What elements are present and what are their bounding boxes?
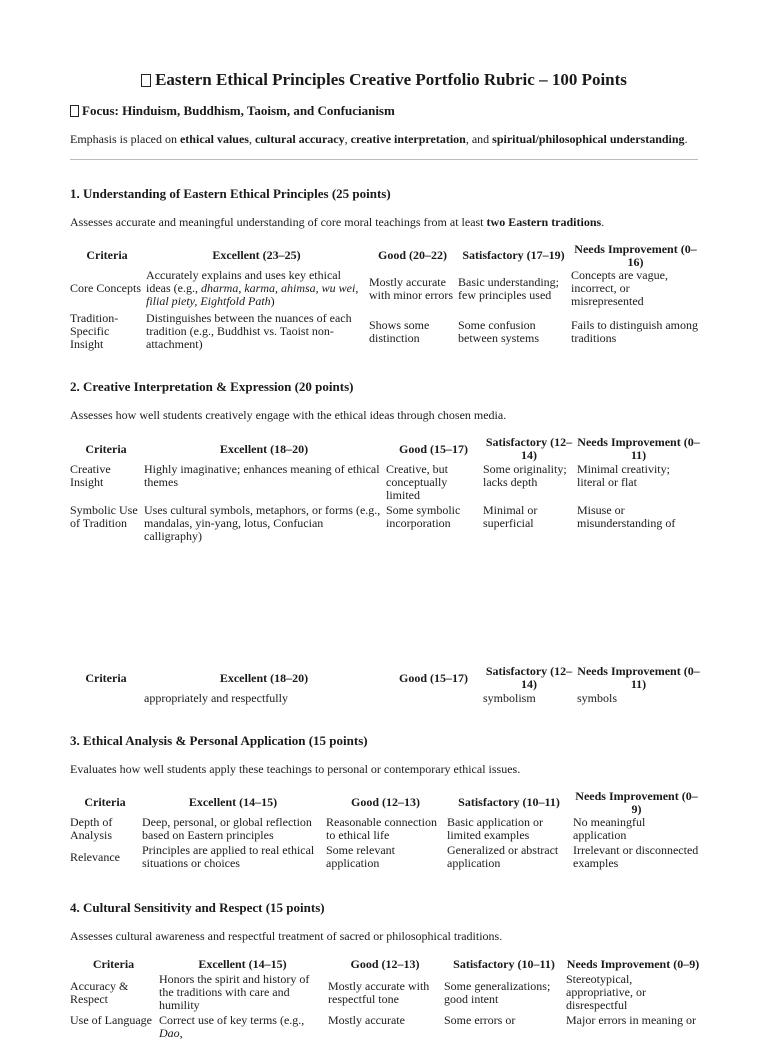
section-3-description: Evaluates how well students apply these teachings to personal or contemporary ethical issues. — [70, 762, 521, 776]
emphasis-prefix: Emphasis is placed on — [70, 132, 180, 146]
cell-criteria: Depth of Analysis — [70, 815, 113, 842]
cell-satisfactory: Some originality; lacks depth — [483, 462, 567, 489]
table-header-row — [69, 435, 701, 463]
header-satisfactory: Satisfactory (10–11) — [453, 957, 555, 971]
cell-criteria: Creative Insight — [70, 462, 111, 489]
cell-italic-terms: dharma, karma, ahimsa, wu wei, filial piety, Eightfold Path — [146, 281, 359, 308]
section-2-table-continued — [69, 664, 701, 709]
focus-text: Focus: Hinduism, Buddhism, Taoism, and Confucianism — [82, 103, 395, 118]
header-excellent: Excellent (14–15) — [198, 957, 287, 971]
s1-desc-text: Assesses accurate and meaningful understanding of core moral teachings from at least — [70, 215, 487, 229]
cell-criteria: Relevance — [70, 849, 120, 864]
table-row — [69, 269, 701, 312]
header-good: Good (15–17) — [399, 441, 468, 456]
cell-good: Shows some distinction — [369, 317, 430, 345]
cell-excellent — [145, 269, 368, 312]
divider — [70, 159, 698, 160]
cell-needs-improvement: Misuse or misunderstanding of — [577, 503, 676, 530]
table-row — [69, 844, 701, 874]
title-text: Eastern Ethical Principles Creative Portfolio Rubric – 100 Points — [155, 70, 627, 89]
header-good: Good (20–22) — [378, 248, 447, 262]
cell-excellent: Deep, personal, or global reflection based on Eastern principles — [142, 815, 312, 842]
header-needs-improvement: Needs Improvement (0–11) — [577, 435, 700, 462]
cell-satisfactory: Basic application or limited examples — [447, 815, 543, 842]
s1-desc-bold: two Eastern traditions — [486, 215, 602, 229]
emphasis-sep: , — [248, 132, 255, 146]
cell-criteria: Accuracy & Respect — [70, 978, 129, 1006]
cell-needs-improvement: Irrelevant or disconnected examples — [573, 843, 699, 870]
page-title — [0, 70, 768, 90]
header-criteria: Criteria — [85, 441, 127, 456]
cell-italic-term: Dao — [159, 1026, 180, 1040]
emphasis-cultural-accuracy: cultural accuracy — [254, 132, 345, 146]
cell-satisfactory: Basic understanding; few principles used — [458, 274, 559, 302]
cell-needs-improvement: No meaningful application — [573, 815, 646, 842]
cell-text: Accurately explains and uses key ethical ideas (e.g., — [146, 268, 341, 295]
emphasis-ethical-values: ethical values — [179, 132, 249, 146]
header-satisfactory: Satisfactory (17–19) — [462, 248, 565, 262]
cell-needs-improvement: Major errors in meaning or — [566, 1013, 696, 1027]
table-header-row — [69, 956, 701, 973]
header-good: Good (15–17) — [399, 670, 468, 685]
cell-excellent: Principles are applied to real ethical situations or choices — [142, 843, 315, 870]
table-row — [69, 692, 701, 709]
section-4-heading: 4. Cultural Sensitivity and Respect (15 points) — [70, 900, 325, 915]
table-row — [69, 312, 701, 355]
section-1-description — [70, 215, 604, 230]
section-2-description: Assesses how well students creatively engage with the ethical ideas through chosen media. — [70, 408, 507, 422]
clipboard-icon — [141, 74, 151, 87]
cell-satisfactory: Some confusion between systems — [458, 317, 539, 345]
cell-needs-improvement: Concepts are vague, incorrect, or misrepresented — [571, 268, 668, 308]
cell-needs-improvement: Stereotypical, appropriative, or disrespectful — [566, 972, 646, 1012]
cell-needs-improvement: symbols — [577, 691, 618, 705]
header-excellent: Excellent (18–20) — [219, 441, 309, 456]
header-satisfactory: Satisfactory (10–11) — [458, 795, 560, 809]
section-3-table — [69, 789, 701, 874]
section-4-table — [69, 956, 701, 1044]
cell-criteria: Use of Language — [70, 1013, 152, 1027]
cell-excellent: Distinguishes between the nuances of each tradition (e.g., Buddhist vs. Taoist non-attachment) — [146, 311, 352, 351]
emphasis-sep: , and — [465, 132, 493, 146]
cell-satisfactory: symbolism — [483, 691, 536, 705]
cell-good: Mostly accurate with respectful tone — [328, 978, 430, 1006]
header-needs-improvement: Needs Improvement (0–16) — [574, 241, 697, 269]
table-row — [69, 1014, 701, 1044]
emphasis-creative-interpretation: creative interpretation — [350, 132, 466, 146]
header-excellent: Excellent (18–20) — [219, 670, 309, 685]
cell-satisfactory: Some errors or — [444, 1013, 516, 1027]
table-row — [69, 463, 701, 504]
cell-excellent: Highly imaginative; enhances meaning of ethical themes — [144, 462, 380, 489]
table-header-row — [69, 789, 701, 816]
cell-needs-improvement: Minimal creativity; literal or flat — [577, 462, 670, 489]
cell-good: Reasonable connection to ethical life — [326, 815, 437, 842]
cell-satisfactory: Some generalizations; good intent — [444, 978, 551, 1006]
header-needs-improvement: Needs Improvement (0–11) — [577, 664, 700, 691]
cell-excellent — [158, 1014, 327, 1044]
section-2-table — [69, 435, 701, 547]
cell-good: Creative, but conceptually limited — [386, 462, 448, 502]
cell-good: Some relevant application — [326, 843, 395, 870]
header-criteria: Criteria — [86, 248, 128, 262]
emphasis-spiritual-understanding: spiritual/philosophical understanding — [492, 132, 685, 146]
cell-criteria — [69, 692, 143, 709]
table-row — [69, 973, 701, 1014]
cell-criteria: Tradition-Specific Insight — [70, 311, 119, 351]
header-excellent: Excellent (23–25) — [212, 248, 301, 262]
cell-criteria: Core Concepts — [70, 281, 141, 295]
cell-satisfactory: Generalized or abstract application — [447, 843, 559, 870]
cell-satisfactory: Minimal or superficial — [483, 503, 538, 530]
cell-excellent: Uses cultural symbols, metaphors, or forms (e.g., mandalas, yin-yang, lotus, Confucian calligraphy) — [144, 503, 381, 543]
focus-line — [70, 103, 395, 119]
header-satisfactory: Satisfactory (12–14) — [485, 435, 573, 462]
header-criteria: Criteria — [85, 670, 127, 685]
emphasis-sep: , — [344, 132, 351, 146]
header-good: Good (12–13) — [351, 795, 420, 809]
table-header-row — [69, 664, 701, 692]
header-criteria: Criteria — [92, 957, 135, 971]
cell-text: ) — [270, 294, 275, 308]
cell-good — [385, 692, 482, 709]
cell-excellent: appropriately and respectfully — [144, 691, 288, 705]
header-excellent: Excellent (14–15) — [188, 795, 278, 809]
cell-excellent: Honors the spirit and history of the traditions with care and humility — [159, 972, 310, 1012]
cell-criteria: Symbolic Use of Tradition — [70, 503, 138, 530]
table-row — [69, 504, 701, 547]
section-2-heading: 2. Creative Interpretation & Expression (20 points) — [70, 379, 354, 394]
section-1-heading: 1. Understanding of Eastern Ethical Principles (25 points) — [70, 186, 391, 201]
header-needs-improvement: Needs Improvement (0–9) — [566, 957, 700, 971]
cell-good: Mostly accurate with minor errors — [369, 274, 453, 302]
section-4-description: Assesses cultural awareness and respectful treatment of sacred or philosophical traditions. — [70, 929, 503, 943]
table-header-row — [69, 242, 701, 269]
section-1-table — [69, 242, 701, 355]
table-row — [69, 816, 701, 844]
s1-desc-suffix: . — [601, 215, 605, 229]
header-needs-improvement: Needs Improvement (0–9) — [575, 788, 698, 816]
cell-text: Correct use of key terms (e.g., — [159, 1013, 305, 1027]
header-satisfactory: Satisfactory (12–14) — [485, 664, 573, 691]
header-good: Good (12–13) — [350, 957, 420, 971]
lotus-icon — [70, 105, 79, 117]
cell-good: Some symbolic incorporation — [386, 503, 461, 530]
header-criteria: Criteria — [84, 795, 126, 809]
cell-text: , — [179, 1026, 183, 1040]
section-3-heading: 3. Ethical Analysis & Personal Application (15 points) — [70, 733, 368, 748]
cell-good: Mostly accurate — [328, 1013, 405, 1027]
emphasis-suffix: . — [684, 132, 688, 146]
cell-needs-improvement: Fails to distinguish among traditions — [571, 317, 699, 345]
emphasis-paragraph — [70, 132, 688, 147]
